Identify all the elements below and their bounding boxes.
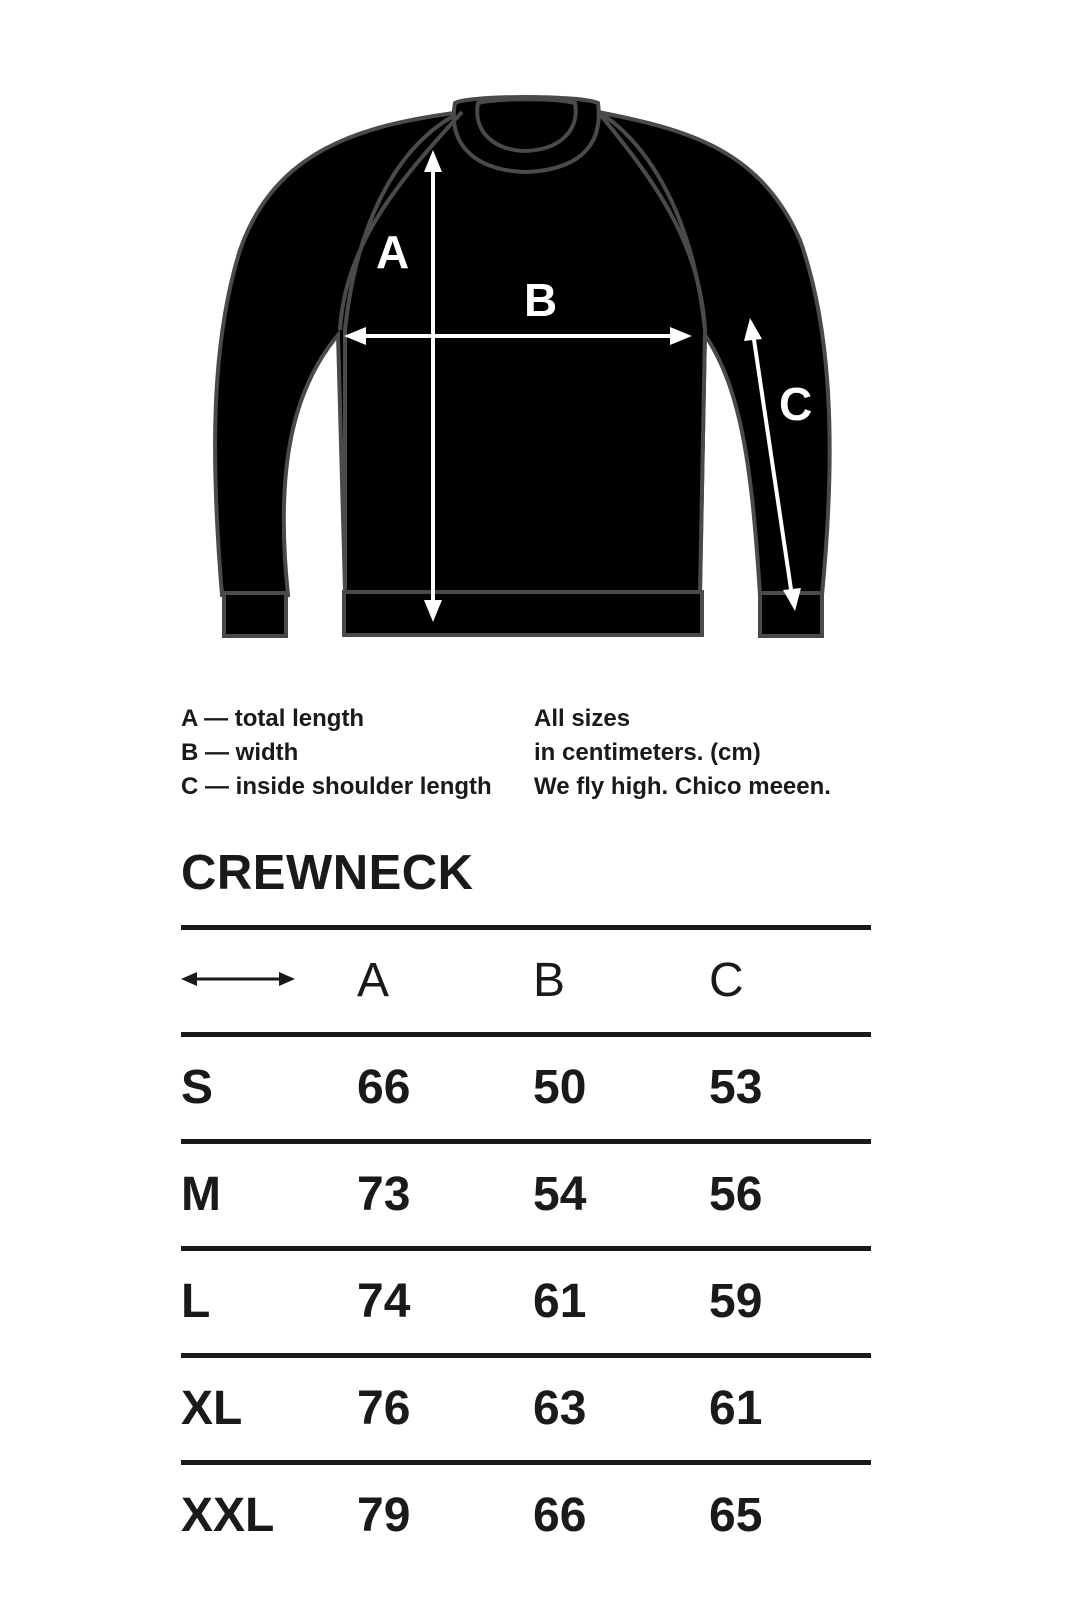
note-line-3: We fly high. Chico meeen. [534, 773, 831, 800]
column-header-b: B [533, 954, 566, 1007]
value-a: 73 [357, 1168, 411, 1221]
double-arrow-icon [181, 968, 295, 990]
value-c: 65 [709, 1489, 763, 1542]
page-title: CREWNECK [181, 846, 474, 900]
legend-line-a: A — total length [181, 705, 365, 732]
value-b: 61 [533, 1275, 587, 1328]
waistband [344, 592, 702, 635]
legend-line-c: C — inside shoulder length [181, 773, 492, 800]
value-a: 66 [357, 1061, 411, 1114]
legend-measurements [181, 702, 492, 804]
value-b: 54 [533, 1168, 587, 1221]
label-b: B [524, 274, 558, 326]
value-a: 74 [357, 1275, 411, 1328]
value-b: 66 [533, 1489, 587, 1542]
label-a: A [376, 226, 410, 278]
label-c: C [779, 378, 813, 430]
crewneck-diagram [0, 0, 1066, 660]
size-label: XXL [181, 1489, 275, 1542]
table-row [181, 1246, 871, 1353]
sweater-illustration [215, 97, 830, 636]
value-c: 59 [709, 1275, 763, 1328]
legend-line-b: B — width [181, 739, 299, 766]
note-line-1: All sizes [534, 705, 631, 732]
table-row [181, 1032, 871, 1139]
size-table [181, 925, 871, 1567]
size-label: S [181, 1061, 214, 1114]
value-c: 61 [709, 1382, 763, 1435]
column-header-a: A [357, 954, 390, 1007]
column-header-c: C [709, 954, 744, 1007]
value-a: 79 [357, 1489, 411, 1542]
value-b: 63 [533, 1382, 587, 1435]
value-a: 76 [357, 1382, 411, 1435]
table-row [181, 1139, 871, 1246]
value-c: 53 [709, 1061, 763, 1114]
size-label: M [181, 1168, 221, 1221]
size-label: XL [181, 1382, 243, 1435]
note-line-2: in centimeters. (cm) [534, 739, 761, 766]
value-b: 50 [533, 1061, 587, 1114]
table-header-row [181, 925, 871, 1032]
left-cuff [224, 593, 286, 636]
legend-notes [534, 702, 831, 804]
table-row [181, 1460, 871, 1567]
size-label: L [181, 1275, 211, 1328]
value-c: 56 [709, 1168, 763, 1221]
table-row [181, 1353, 871, 1460]
